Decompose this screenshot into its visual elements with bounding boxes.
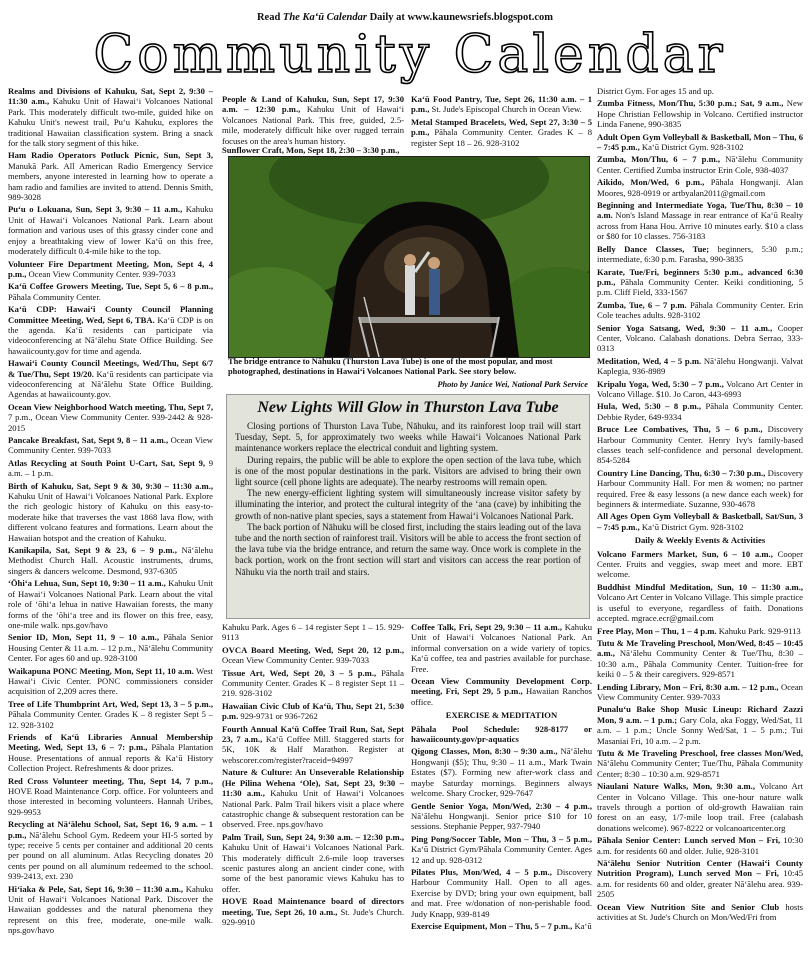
entry-body: 9 a.m. – 1 p.m.: [8, 457, 213, 479]
entry-body: Ocean View Community Center. 939-7033: [8, 435, 213, 456]
banner-prefix: Read: [256, 12, 281, 23]
entry-title: Nature & Culture: An Unseverable Relationship (He Pilina Wehena ‘Ole), Sat, Sept 23, 9:30 – 11:30 a.m.,: [222, 767, 404, 799]
entry-body: 929-9731 or 936-7262: [240, 711, 318, 722]
calendar-entry: [597, 682, 803, 703]
entry-body: Kahuku Unit of Hawai‘i Volcanoes National Park. Discover the Hawaiian goddesses and the natural phenomena they represent on this free, moderate, one-mile walk. nps.gov/havo: [8, 883, 213, 936]
entry-body: Pāhala Senior Housing Center & 11 a.m. – 12 p.m., Nā‘ālehu Community Center. For ages 60 and up. 928-3100: [8, 632, 213, 664]
calendar-entry: [411, 867, 592, 919]
section-heading: EXERCISE & MEDITATION: [445, 710, 558, 721]
calendar-entry: [597, 267, 803, 298]
masthead-title: Community Calendar: [93, 25, 727, 85]
entry-title: Ham Radio Operators Potluck Picnic, Sun, Sept 3,: [8, 150, 213, 161]
lava-tube-illustration: [229, 157, 589, 357]
entry-body: Pāhala Community Center. Keiki conditioning, 5 p.m. Cliff Field, 333-1567: [597, 276, 803, 298]
photo-credit: Photo by Janice Wei, National Park Service: [437, 380, 588, 389]
calendar-entry: [222, 94, 404, 146]
entry-body: Pāhala Community Center. Grades K – 8 register Sept 5 – 12. 928-3102: [8, 709, 213, 730]
entry-title: All Ages Open Gym Volleyball & Basketball, Sat/Sun, 3 – 7:45 p.m.,: [597, 511, 803, 532]
entry-title: Belly Dance Classes, Tue;: [597, 243, 710, 254]
calendar-entry: [597, 704, 803, 746]
entry-title: Aikido, Mon/Wed, 6 p.m.,: [597, 177, 705, 188]
entry-body: Non's Island Massage in rear entrance of Ka‘ū Realty across from Hana Hou. Arrive 10 minutes early. $10 a class or $80 for 10 classes. 756-3183: [597, 210, 803, 242]
entry-title: Hawaiian Civic Club of Ka‘ū, Thu, Sept 21, 5:30 p.m.: [222, 700, 404, 722]
entry-body: Kahuku Unit of Hawai‘i Volcanoes National Park. An informal conversation on a wide variety of topics. Ka‘ū coffee, tea and pastries available for purchase. Free.: [411, 622, 592, 674]
entry-title: Lending Library, Mon – Fri, 8:30 a.m. – 12 p.m.,: [597, 681, 779, 692]
calendar-entry: [597, 549, 803, 580]
calendar-entry: [8, 481, 213, 543]
entry-body: Kahuku Unit of Hawai‘i Volcanoes National Park. Learn about formation and various uses of this grassy cinder cone and enjoy a breathtaking view of lower Ka‘ū on this free, moderately difficult 0.4-mile hike to the top.: [8, 204, 213, 257]
entry-title: Free Play, Mon – Thu, 1 – 4 p.m.: [597, 625, 717, 636]
entry-title: Adult Open Gym Volleyball & Basketball, Mon – Thu, 6 – 7:45 p.m.,: [597, 131, 803, 153]
entry-title: Volunteer Fire Department Meeting, Mon, Sept 4, 4 p.m.,: [8, 258, 213, 279]
calendar-entry: [222, 832, 404, 894]
entry-body: Ka‘ū CDP is on the agenda. Ka‘ū residents can participate via videoconferencing at Nā‘ālehu State Office Building. See hawaiicounty.gov for time and agenda.: [8, 314, 213, 356]
photo-caption: The bridge entrance to Nāhuku (Thurston Lava Tube) is one of the most popular, and most photographed, destinations in Hawai‘i Volcanoes National Park. See story below.: [228, 357, 553, 376]
calendar-entry: [8, 435, 213, 456]
calendar-entry: [8, 281, 213, 302]
entry-title: Ping Pong/Soccer Table, Mon – Thu, 3 – 5 p.m.,: [411, 833, 592, 844]
calendar-entry: [597, 424, 803, 466]
entry-title: Pilates Plus, Mon/Wed, 4 – 5 p.m.,: [411, 866, 552, 877]
listing-column-3-bottom: [411, 622, 592, 968]
calendar-entry: [597, 858, 803, 900]
entry-body: 10:45 a.m. for residents 60 and older, greater Nā‘ālehu area. 939-2505: [597, 868, 803, 900]
entry-body: Nā‘ālehu Hongwanji. Valvat Kaplegia, 936-8989: [597, 355, 803, 377]
entry-body: Cooper Center. Fruits and veggies, swap meet and more. EBT welcome.: [597, 548, 803, 580]
entry-title: Tutu & Me Traveling Preschool, free classes Mon/Wed,: [597, 747, 803, 758]
calendar-entry: [8, 545, 213, 576]
calendar-entry: [597, 154, 803, 175]
entry-title: Qigong Classes, Mon, 8:30 – 9:30 a.m.,: [411, 746, 558, 757]
calendar-entry: [8, 259, 213, 280]
entry-title: Ka‘ū CDP: Hawai‘i County Council Planning Committee Meeting, Wed, Sept 6, TBA.: [8, 304, 213, 325]
entry-title: Zumba Fitness, Mon/Thu, 5:30 p.m.; Sat, 9 a.m.,: [597, 98, 784, 109]
calendar-entry: [597, 356, 803, 377]
listing-column-1: [8, 86, 213, 968]
calendar-entry: [597, 379, 803, 400]
calendar-entry: [597, 244, 803, 265]
calendar-entry: [597, 177, 803, 198]
calendar-entry: [597, 323, 803, 354]
entry-body: Nā‘ālehu Methodist Church Hall. Acoustic instruments, drums, singers & dancers welcome. Desmond, 937-6305: [8, 545, 213, 576]
calendar-entry: [8, 666, 213, 697]
entry-body: Kahuku Unit of Hawai‘i Volcanoes National Park. This moderately difficult two-mile, guided hike on Kahuku Unit's newest trail, Pu‘u Kahuku, explores the traditional Hawaiian classification system. Bring a snack for the talk story segment of this hike.: [8, 96, 213, 149]
entry-body: Volcano Art Center in Volcano Village. This simple practice is useful to everyone, regardless of faith. Donations accepted. mgrace.ecr@gmail.com: [597, 592, 803, 624]
entry-title: Ka‘ū Coffee Growers Meeting, Tue, Sept 5, 6 – 8 p.m.,: [8, 281, 213, 292]
banner-suffix: Daily at www.kaunewsriefs.blogspot.com: [369, 12, 554, 23]
entry-body: Ocean View Community Center. 939-7033: [28, 268, 176, 279]
entry-body: Gary Cola, aka Foggy, Wed/Sat, 11 a.m. – 1 p.m.; Uncle Sonny Wed/Sat, 1 – 5 p.m.; Tui Masaniai Fri, 10 a.m. – 2 p.m.: [597, 714, 803, 746]
calendar-entry: [222, 724, 404, 766]
calendar-entry: [597, 582, 803, 624]
calendar-entry: [222, 645, 404, 666]
entry-body: 10:30 a.m. for residents 60 and older. Julie, 928-3101: [597, 835, 803, 856]
entry-body: St. Jude's Episcopal Church in Ocean View.: [431, 104, 582, 115]
calendar-entry: [597, 638, 803, 680]
feature-paragraph: Closing portions of Thurston Lava Tube, Nāhuku, and its rainforest loop trail will start Tuesday, Sept. 5, for approximately two weeks while Hawai‘i Volcanoes National Park maintenance workers replace the electrical conduit and lighting system.: [235, 421, 581, 454]
entry-title: Friends of Ka‘ū Libraries Annual Membership Meeting, Wed, Sept 13, 6 – 7: p.m.,: [8, 731, 213, 753]
entry-body: Kahuku Unit of Hawai‘i Volcanoes National Park. Palm Trail hikers visit a place where catastrophic change & subsequent restoration can be observed. Free. nps.gov/havo: [222, 788, 404, 830]
calendar-entry: [411, 676, 592, 707]
calendar-entry: [8, 776, 213, 818]
entry-body: Nā‘ālehu Hongwanji ($5); Thu, 9:30 – 11 a.m., Mark Twain Estates ($7). Forming new after-work class and maybe Saturday mornings. Beginners always welcome. Shary Crocker, 929-7647: [411, 746, 592, 799]
entry-title: Hula, Wed, 5:30 – 8 p.m.,: [597, 401, 702, 412]
entry-title: Metal Stamped Bracelets, Wed, Sept 27, 3:30 – 5 p.m.,: [411, 116, 592, 138]
entry-body: Cooper Center, Volcano. Calabash donations. Debra Serrao, 333-0313: [597, 322, 803, 354]
calendar-entry: [597, 626, 803, 636]
entry-body: Pāhala Hongwanji. Alan Moores, 928-0919 or artbyalan2011@gmail.com: [597, 177, 803, 198]
calendar-entry: [8, 204, 213, 256]
entry-title: Hawai‘i County Council Meetings, Wed/Thu, Sept 6/7 & Tue/Thu, Sept 19/20.: [8, 358, 213, 379]
calendar-entry: [8, 358, 213, 400]
entry-body: Nā‘ālehu Community Center; Tue/Thu, Pāhala Community Center; 8:30 – 10:30 a.m. 929-8571: [597, 758, 803, 779]
entry-body: Kahuku Unit of Hawai‘i Volcanoes National Park. Learn about the vital role of ‘ōhi‘a lehua in native Hawaiian forests, the many forms of the ‘ōhi‘a tree and its flower on this free, easy, one-mile walk. nps.gov/havo: [8, 578, 213, 630]
entry-body: Pāhala Community Center. Erin Cole teaches adults. 928-3102: [597, 299, 803, 321]
calendar-entry: [222, 668, 404, 699]
entry-body: Pāhala Community Center. Grades K – 8 register Sept 18 – 26. 928-3102: [411, 127, 592, 148]
entry-title: Beginning and Intermediate Yoga, Tue/Thu, 8:30 – 10 a.m.: [597, 200, 803, 221]
entry-body: Ka‘ū District Gym. 928-3102: [641, 521, 744, 532]
entry-title: Meditation, Wed, 4 – 5 p.m.: [597, 355, 702, 366]
listing-column-3-top: [411, 94, 592, 158]
entry-title: Senior ID, Mon, Sept 11, 9 – 10 a.m.,: [8, 632, 159, 643]
calendar-entry: [222, 767, 404, 829]
entry-title: ‘Ōhi‘a Lehua, Sun, Sept 10, 9:30 – 11 a.m.,: [8, 578, 166, 589]
entry-body: Kahuku Unit of Hawai‘i Volcanoes National Park. This moderately difficult 2.6-mile loop traverses scenic pastures along an ancient cinder cone, with some of the best panoramic views Kahuku has to offer.: [222, 842, 404, 894]
entry-body: St. Jude's Church. 929-9910: [222, 906, 404, 927]
calendar-entry: [411, 801, 592, 832]
calendar-entry: [597, 835, 803, 856]
entry-title: HOVE Road Maintenance board of directors meeting, Tue, Sept 26, 10 a.m.,: [222, 896, 404, 917]
calendar-entry: [597, 748, 803, 779]
entry-title: Zumba, Mon/Thu, 6 – 7 p.m.,: [597, 154, 721, 165]
calendar-entry: [8, 884, 213, 936]
top-banner: [0, 12, 810, 23]
calendar-entry: [411, 834, 592, 865]
calendar-entry: [597, 781, 803, 833]
entry-body: Kahuku Unit of Hawai‘i Volcanoes National Park. This free, guided, 2.5-mile, moderately difficult hike over rugged terrain focuses on the area's human history.: [222, 104, 404, 146]
entry-title: Bruce Lee Combatives, Thu, 5 – 6 p.m.,: [597, 424, 763, 435]
entry-title: Atlas Recycling at South Point U-Cart, Sat, Sept 9,: [8, 457, 206, 468]
entry-title: Tissue Art, Wed, Sept 20, 3 – 5 p.m.,: [222, 667, 377, 678]
entry-body: Ka‘ū District Gym/Pāhala Community Center. Ages 12 and up. 928-0312: [411, 844, 592, 865]
calendar-entry: [597, 902, 803, 923]
feature-paragraph: The back portion of Nāhuku will be closed first, including the stairs leading out of the lava tube and the north section of rainforest trail. Visitors will be able to access the front section of the lava tube via the bridge entrance, and return the same way. Once work is complete in the back portion, work on the front section will start and visitors can access the rear portion of Nāhuku via the north trail and stairs.: [235, 521, 581, 577]
entry-body: District Gym. For ages 15 and up.: [597, 86, 714, 96]
entry-body: HOVE Road Maintenance Corp. office. For volunteers and those interested in becoming volunteers. Hannah Uribes, 929-9953: [8, 786, 213, 817]
calendar-entry: [222, 622, 404, 643]
entry-title: Fourth Annual Ka‘ū Coffee Trail Run, Sat, Sept 23, 7 a.m.,: [222, 723, 404, 745]
calendar-entry: [8, 819, 213, 881]
calendar-entry: [597, 468, 803, 510]
calendar-entry: [222, 896, 404, 927]
section-heading: Daily & Weekly Events & Activities: [634, 535, 766, 546]
entry-title: Buddhist Mindful Meditation, Sun, 10 – 11:30 a.m.,: [597, 581, 803, 592]
sunflower-craft-listing: Sunflower Craft, Mon, Sept 18, 2:30 – 3:30 p.m.,: [222, 145, 400, 155]
calendar-entry: [8, 458, 213, 479]
entry-title: Niaulani Nature Walks, Mon, 9:30 a.m.,: [597, 781, 755, 792]
entry-body: Nā‘ālehu School Gym. Redeem your HI-5 sorted by type; receive 5 cents per container and additional 20 cents per pound on all aluminum. Atlas Recycling donates 20 cents per pound on all aluminum redeemed to the school. 939-2413, ext. 230: [8, 829, 213, 882]
entry-title: Nā‘ālehu Senior Nutrition Center (Hawai‘i County Nutrition Program), Lunch served Mon – Fri,: [597, 858, 803, 879]
calendar-entry: [597, 511, 803, 532]
entry-title: Realms and Divisions of Kahuku, Sat, Sept 2, 9:30 – 11:30 a.m.,: [8, 86, 213, 107]
entry-title: Ocean View Community Development Corp. meeting, Fri, Sept 29, 5 p.m.,: [411, 676, 592, 697]
entry-title: Zumba, Tue, 6 – 7 p.m.: [597, 299, 687, 310]
entry-body: Discovery Harbour Community Hall. Open to all ages. Exercise by DVD; bring your own equipment, ball and mat. Free w/donation of non-perishable food. Judy Knapp, 939-8149: [411, 866, 592, 919]
calendar-entry: [411, 921, 592, 931]
entry-title: Coffee Talk, Fri, Sept 29, 9:30 – 11 a.m.,: [411, 622, 563, 632]
entry-body: Nā‘ālehu Hongwanji. Senior price $10 for 10 sessions. Stephanie Pepper, 937-7940: [411, 810, 592, 832]
entry-body: Nā‘ālehu Community Center. Certified Zumba instructor Erin Cole, 938-4037: [597, 154, 803, 175]
calendar-entry: [597, 300, 803, 321]
calendar-entry: [8, 632, 213, 663]
calendar-entry: [411, 724, 592, 745]
entry-title: Waikapuna PONC Meeting, Mon, Sept 11, 10 a.m.: [8, 665, 194, 676]
entry-body: Ka‘ū residents can participate via videoconferencing at Nā‘ālehu State Office Building. Agendas at hawaiicounty.gov.: [8, 368, 213, 400]
entry-title: Gentle Senior Yoga, Mon/Wed, 2:30 – 4 p.m.,: [411, 800, 592, 811]
entry-body: beginners, 5:30 p.m.; intermediate, 6:30 p.m. Farasha, 990-3835: [597, 243, 803, 265]
entry-title: Hi‘iaka & Pele, Sat, Sept 16, 9:30 – 11:30 a.m.,: [8, 883, 184, 894]
entry-body: Hawaiian Ranchos office.: [411, 686, 592, 707]
feature-headline: New Lights Will Glow in Thurston Lava Tube: [257, 399, 559, 416]
entry-body: Volcano Art Center in Volcano Village. This one-hour nature walk travels through a portion of old-growth Hawaiian rain forest on an easy, 1/7-mile loop trail. Free (calabash donations welcome). 967-8222 or volcanoartcenter.org: [597, 781, 803, 833]
entry-body: Ka‘ū District Gym. 928-3102: [641, 142, 744, 153]
entry-title: Pancake Breakfast, Sat, Sept 9, 8 – 11 a.m.,: [8, 435, 169, 445]
entry-title: Volcano Farmers Market, Sun, 6 – 10 a.m.,: [597, 548, 773, 559]
banner-title: The Ka‘ū Calendar: [282, 12, 367, 23]
calendar-entry: [8, 699, 213, 730]
entry-title: Ocean View Nutrition Site and Senior Club: [597, 901, 780, 912]
calendar-entry: [411, 746, 592, 798]
entry-title: Kanikapila, Sat, Sept 9 & 23, 6 – 9 p.m.,: [8, 545, 177, 556]
entry-body: Nā‘ālehu Community Center & Tue/Thu, 8:30 – 10:30 a.m., Pāhala Community Center. Tuition-free for keiki 0 – 5 & their caregivers. 929-8571: [597, 648, 803, 680]
listing-column-4: [597, 86, 803, 968]
calendar-entry: [597, 98, 803, 129]
entry-body: Pāhala Community Center. Grades K – 8 register Sept 11 – 219. 928-3102: [222, 667, 404, 699]
entry-title: Palm Trail, Sun, Sept 24, 9:30 a.m. – 12:30 p.m.,: [222, 831, 404, 842]
entry-body: Ocean View Community Center. 939-7033: [222, 655, 370, 666]
calendar-entry: [411, 622, 592, 674]
lava-tube-photo: [228, 156, 590, 358]
entry-body: Pāhala Plantation House. Presentations of annual reports & Ka‘ū History Collection Project. Refreshments & door prizes.: [8, 742, 213, 774]
entry-title: Karate, Tue/Fri, beginners 5:30 p.m., advanced 6:30 p.m.,: [597, 266, 803, 287]
entry-body: 7 p.m., Ocean View Community Center. 939-2442 & 928-2015: [8, 412, 213, 433]
entry-title: Pu‘u o Lokuana, Sun, Sept 3, 9:30 – 11 a.m.,: [8, 204, 183, 215]
entry-title: Recycling at Nā‘ālehu School, Sat, Sept 16, 9 a.m. – 1 p.m.,: [8, 819, 213, 840]
entry-body: Volcano Art Center in Volcano Village. $10. Jo Caron, 443-6993: [597, 378, 803, 399]
feature-paragraph: During repairs, the public will be able to explore the open section of the lava tube, which is one of the most popular destinations in the park. Visitors are advised to bring their own light source (cell phone lights are adequate). The nearby restrooms will remain open.: [235, 454, 581, 488]
entry-body: Ocean View Community Center. 939-7033: [597, 681, 803, 702]
calendar-entry: [597, 200, 803, 242]
calendar-entry: [597, 132, 803, 153]
entry-title: Ka‘ū Food Pantry, Tue, Sept 26, 11:30 a.m. – 1 p.m.,: [411, 94, 592, 115]
calendar-entry: [8, 578, 213, 630]
listing-column-2-bottom: [222, 622, 404, 968]
entry-title: Exercise Equipment, Mon – Thu, 5 – 7 p.m.,: [411, 920, 573, 931]
feature-article: [226, 394, 590, 619]
entry-body: New Hope Christian Fellowship in Volcano. Certified instructor Linda Fanene, 990-3835: [597, 98, 803, 130]
entry-body: Pāhala Community Center. Debbie Ryder, 649-9334: [597, 401, 803, 422]
entry-body: Kahuku Unit of Hawai‘i Volcanoes National Park. Explore the rich geologic history of Kahuku on this easy-to-moderate hike that traverses the vast 1868 lava flow, with different volcano features and formations. Learn about the Hawaiian hotspot and the creation of Kahuku.: [8, 491, 213, 543]
calendar-entry: [222, 701, 404, 722]
calendar-entry: [8, 150, 213, 202]
calendar-entry: [411, 94, 592, 115]
entry-title: Country Line Dancing, Thu, 6:30 – 7:30 p.m.,: [597, 467, 766, 478]
entry-body: Discovery Harbour Community Center. Henry Ivy's family-based classes teach self-confidence and personal development. 854-5284: [597, 424, 803, 466]
entry-body: West Hawai‘i Civic Center. PONC commissioners consider acquisition of 2,209 acres there.: [8, 665, 213, 697]
entry-body: Pāhala Community Center.: [8, 291, 101, 302]
entry-title: Tutu & Me Traveling Preschool, Mon/Wed, 8:45 – 10:45 a.m.,: [597, 637, 803, 659]
entry-body: Discovery Harbour Community Hall. For men & women; no partner required. Free & easy lessons (a new dance each week) for beginners & intermediate. Suzanne, 930-4678: [597, 467, 803, 510]
calendar-entry: [8, 86, 213, 148]
entry-body: Ka‘ū: [574, 920, 592, 931]
calendar-entry: [411, 117, 592, 148]
entry-title: Pāhala Senior Center: Lunch served Mon – Fri,: [597, 835, 781, 846]
entry-title: Ocean View Neighborhood Watch meeting, Thu, Sept 7,: [8, 401, 213, 412]
entry-title: Kripalu Yoga, Wed, 5:30 – 7 p.m.,: [597, 378, 724, 389]
entry-body: hosts activities at St. Jude's Church on Mon/Wed/Fri from: [597, 901, 803, 923]
calendar-entry: [597, 86, 803, 96]
feature-paragraph: The new energy-efficient lighting system will simultaneously increase visitor safety by illuminating the interior, and protect the cultural integrity of the ‘ana (cave) by inhibiting the growth of non-native plant species, says a statement from Hawai‘i Volcanoes National Park.: [235, 488, 581, 521]
entry-title: Punalu‘u Bake Shop Music Lineup: Richard Zazzi Mon, 9 a.m. – 1 p.m.;: [597, 704, 803, 725]
calendar-entry: [8, 402, 213, 433]
entry-title: Tree of Life Thumbprint Art, Wed, Sept 13, 3 – 5 p.m.,: [8, 698, 213, 709]
entry-title: People & Land of Kahuku, Sun, Sept 17, 9:30 a.m. – 12:30 p.m.,: [222, 94, 404, 115]
calendar-entry: [597, 401, 803, 422]
entry-body: Kahuku Park. 929-9113: [718, 625, 801, 636]
entry-body: Manukā Park. All American Radio Emergency Service members, anyone interested in learning how to operate a ham radio and families are invited to attend. Dennis Smith, 989-3028: [8, 160, 213, 203]
entry-title: Pāhala Pool Schedule: 928-8177 or hawaiicounty.gov/pr-aquatics: [411, 723, 592, 745]
entry-title: Senior Yoga Satsang, Wed, 9:30 – 11 a.m.,: [597, 322, 773, 333]
entry-title: Red Cross Volunteer meeting, Thu, Sept 14, 7 p.m.,: [8, 775, 213, 786]
entry-title: Birth of Kahuku, Sat, Sept 9 & 30, 9:30 – 11:30 a.m.,: [8, 480, 213, 491]
calendar-entry: [8, 304, 213, 356]
entry-body: Kahuku Park. Ages 6 – 14 register Sept 1 – 15. 929-9113: [222, 622, 404, 643]
calendar-entry: [8, 732, 213, 774]
entry-body: Ka‘ū Coffee Mill. Staggered starts for 5K, 10K & Half Marathon. Register at webscorer.com/register?raceid=94997: [222, 734, 404, 765]
entry-title: OVCA Board Meeting, Wed, Sept 20, 12 p.m.,: [222, 644, 404, 655]
